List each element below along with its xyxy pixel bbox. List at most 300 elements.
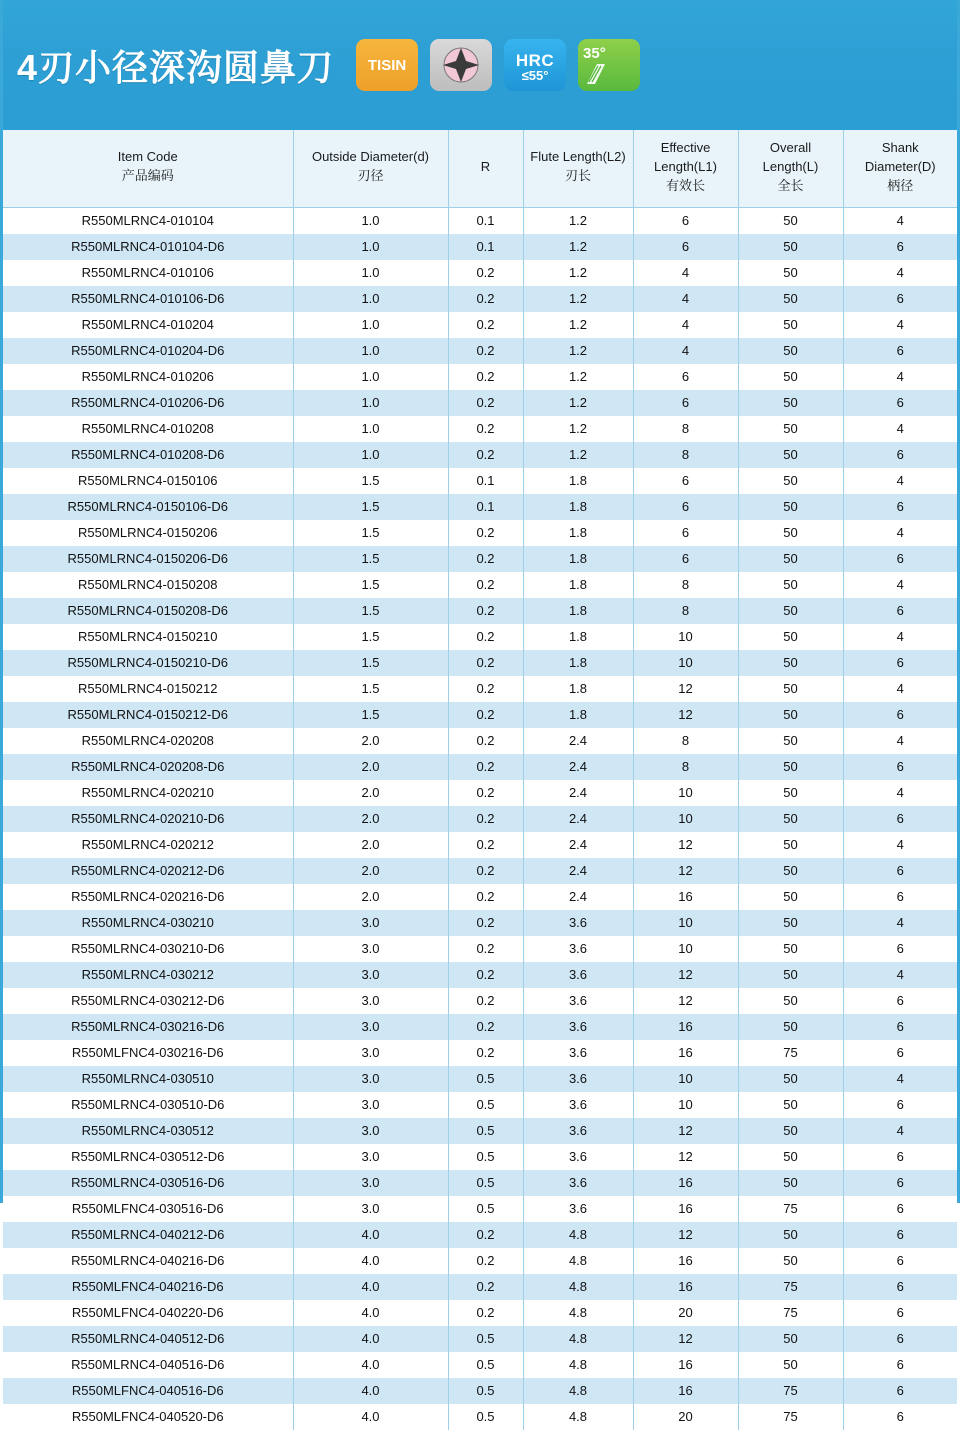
cell-r: 0.5 [448,1144,523,1170]
column-header-cn: 柄径 [887,177,914,193]
table-header [3,130,957,207]
cell-shank-diameter: 4 [843,520,957,546]
cell-effective-length: 16 [633,1274,738,1300]
cell-shank-diameter: 6 [843,988,957,1014]
cell-shank-diameter: 4 [843,728,957,754]
cell-flute-length: 2.4 [523,754,633,780]
cell-item-code: R550MLFNC4-030216-D6 [3,1040,293,1066]
cell-effective-length: 10 [633,650,738,676]
cell-r: 0.2 [448,442,523,468]
cell-outside-diameter: 3.0 [293,1066,448,1092]
cell-flute-length: 1.8 [523,676,633,702]
cell-flute-length: 3.6 [523,988,633,1014]
cell-effective-length: 6 [633,364,738,390]
cell-flute-length: 3.6 [523,1144,633,1170]
cell-overall-length: 50 [738,832,843,858]
table-row [3,832,957,858]
cell-item-code: R550MLRNC4-0150106-D6 [3,494,293,520]
cell-flute-length: 1.8 [523,650,633,676]
cell-item-code: R550MLRNC4-020210 [3,780,293,806]
table-row [3,234,957,260]
cell-effective-length: 10 [633,910,738,936]
table-row [3,260,957,286]
hardness-badge [504,39,566,91]
cell-outside-diameter: 2.0 [293,858,448,884]
cell-effective-length: 8 [633,442,738,468]
cell-outside-diameter: 1.0 [293,364,448,390]
cell-flute-length: 3.6 [523,1014,633,1040]
cell-outside-diameter: 1.0 [293,207,448,234]
cell-shank-diameter: 6 [843,1196,957,1222]
cell-outside-diameter: 3.0 [293,1144,448,1170]
cell-shank-diameter: 6 [843,442,957,468]
cell-outside-diameter: 1.5 [293,598,448,624]
table-row [3,1326,957,1352]
cell-overall-length: 50 [738,1014,843,1040]
cell-outside-diameter: 2.0 [293,754,448,780]
cell-r: 0.2 [448,416,523,442]
cell-item-code: R550MLRNC4-040512-D6 [3,1326,293,1352]
cell-outside-diameter: 1.5 [293,702,448,728]
cell-overall-length: 50 [738,910,843,936]
cell-overall-length: 50 [738,468,843,494]
table-row [3,806,957,832]
cell-r: 0.2 [448,1014,523,1040]
cell-r: 0.2 [448,676,523,702]
cell-overall-length: 50 [738,1144,843,1170]
cell-r: 0.2 [448,286,523,312]
cell-flute-length: 4.8 [523,1274,633,1300]
cell-r: 0.2 [448,884,523,910]
product-banner [3,0,957,130]
cell-item-code: R550MLRNC4-030516-D6 [3,1170,293,1196]
hardness-badge-bottom: ≤55° [521,67,549,83]
cell-flute-length: 1.8 [523,702,633,728]
cell-r: 0.2 [448,572,523,598]
cell-overall-length: 50 [738,806,843,832]
cell-flute-length: 3.6 [523,1170,633,1196]
table-row [3,364,957,390]
cell-effective-length: 6 [633,234,738,260]
cell-flute-length: 1.8 [523,468,633,494]
cell-flute-length: 1.2 [523,234,633,260]
cell-outside-diameter: 3.0 [293,1118,448,1144]
cell-outside-diameter: 1.5 [293,468,448,494]
cell-flute-length: 3.6 [523,1196,633,1222]
cell-shank-diameter: 6 [843,754,957,780]
cell-outside-diameter: 4.0 [293,1222,448,1248]
cell-effective-length: 4 [633,312,738,338]
table-row [3,390,957,416]
cell-effective-length: 12 [633,988,738,1014]
table-row [3,1300,957,1326]
table-row [3,494,957,520]
column-header-cn: 刃长 [564,168,591,184]
cell-shank-diameter: 6 [843,650,957,676]
cell-overall-length: 75 [738,1040,843,1066]
column-header-item-code [3,130,293,207]
table-row [3,702,957,728]
column-header-en: Item Code [117,149,178,165]
table-row [3,1378,957,1404]
cell-r: 0.2 [448,1300,523,1326]
cell-effective-length: 8 [633,728,738,754]
cell-outside-diameter: 3.0 [293,962,448,988]
column-header-en: Outside Diameter(d) [311,149,430,165]
cell-outside-diameter: 1.0 [293,312,448,338]
cell-overall-length: 50 [738,364,843,390]
cell-flute-length: 1.8 [523,598,633,624]
cell-overall-length: 75 [738,1274,843,1300]
cell-effective-length: 16 [633,1170,738,1196]
cell-r: 0.2 [448,260,523,286]
cell-flute-length: 4.8 [523,1378,633,1404]
cell-shank-diameter: 6 [843,1144,957,1170]
cell-item-code: R550MLRNC4-020216-D6 [3,884,293,910]
cell-flute-length: 3.6 [523,1092,633,1118]
cell-shank-diameter: 6 [843,1274,957,1300]
cell-flute-length: 3.6 [523,1118,633,1144]
cell-item-code: R550MLRNC4-0150212-D6 [3,702,293,728]
column-header-outside-diameter [293,130,448,207]
cell-outside-diameter: 3.0 [293,1014,448,1040]
column-header-cn: 有效长 [665,177,705,193]
cell-item-code: R550MLRNC4-010206 [3,364,293,390]
cell-overall-length: 50 [738,884,843,910]
table-row [3,338,957,364]
cell-item-code: R550MLRNC4-0150210-D6 [3,650,293,676]
cell-overall-length: 50 [738,1066,843,1092]
cell-overall-length: 75 [738,1300,843,1326]
cell-r: 0.2 [448,312,523,338]
cell-effective-length: 10 [633,624,738,650]
cell-shank-diameter: 6 [843,806,957,832]
cell-flute-length: 3.6 [523,936,633,962]
column-header-en: Effective Length(L1) [654,140,717,174]
cell-flute-length: 1.8 [523,572,633,598]
cell-item-code: R550MLRNC4-010106-D6 [3,286,293,312]
cell-shank-diameter: 6 [843,1170,957,1196]
cell-item-code: R550MLRNC4-010206-D6 [3,390,293,416]
cell-shank-diameter: 4 [843,312,957,338]
table-row [3,1118,957,1144]
cell-outside-diameter: 4.0 [293,1352,448,1378]
cell-flute-length: 1.2 [523,286,633,312]
cell-effective-length: 8 [633,416,738,442]
cell-flute-length: 1.2 [523,442,633,468]
cell-outside-diameter: 1.0 [293,442,448,468]
cell-effective-length: 12 [633,676,738,702]
table-body [3,207,957,1430]
cell-overall-length: 50 [738,1248,843,1274]
cell-effective-length: 4 [633,260,738,286]
cell-item-code: R550MLRNC4-020212-D6 [3,858,293,884]
cell-r: 0.2 [448,754,523,780]
cell-item-code: R550MLRNC4-020210-D6 [3,806,293,832]
cell-item-code: R550MLRNC4-010208 [3,416,293,442]
cell-item-code: R550MLRNC4-0150212 [3,676,293,702]
cell-item-code: R550MLRNC4-0150210 [3,624,293,650]
cell-outside-diameter: 2.0 [293,884,448,910]
cell-flute-length: 1.8 [523,494,633,520]
cell-item-code: R550MLRNC4-030216-D6 [3,1014,293,1040]
cell-flute-length: 3.6 [523,962,633,988]
cell-r: 0.5 [448,1326,523,1352]
table-row [3,780,957,806]
cell-item-code: R550MLRNC4-020212 [3,832,293,858]
cell-shank-diameter: 6 [843,1040,957,1066]
cell-item-code: R550MLRNC4-030512-D6 [3,1144,293,1170]
cell-outside-diameter: 3.0 [293,910,448,936]
cell-outside-diameter: 2.0 [293,780,448,806]
cell-item-code: R550MLRNC4-040516-D6 [3,1352,293,1378]
cell-flute-length: 1.2 [523,260,633,286]
cell-overall-length: 75 [738,1404,843,1430]
cell-outside-diameter: 4.0 [293,1274,448,1300]
cell-effective-length: 16 [633,1352,738,1378]
cell-item-code: R550MLRNC4-020208-D6 [3,754,293,780]
table-row [3,286,957,312]
cell-overall-length: 50 [738,234,843,260]
cell-item-code: R550MLRNC4-030510 [3,1066,293,1092]
table-row [3,468,957,494]
cell-shank-diameter: 6 [843,1248,957,1274]
cell-shank-diameter: 6 [843,338,957,364]
cell-overall-length: 50 [738,494,843,520]
cell-flute-length: 4.8 [523,1300,633,1326]
cell-flute-length: 1.2 [523,364,633,390]
cell-flute-length: 3.6 [523,1066,633,1092]
cell-outside-diameter: 3.0 [293,936,448,962]
cell-item-code: R550MLRNC4-010104-D6 [3,234,293,260]
cell-overall-length: 50 [738,207,843,234]
coating-badge [356,39,418,91]
cell-item-code: R550MLRNC4-0150106 [3,468,293,494]
table-row [3,1066,957,1092]
cell-outside-diameter: 1.5 [293,546,448,572]
cell-flute-length: 1.8 [523,546,633,572]
cell-outside-diameter: 1.0 [293,260,448,286]
cell-shank-diameter: 6 [843,1352,957,1378]
table-row [3,416,957,442]
cell-shank-diameter: 4 [843,364,957,390]
cell-overall-length: 50 [738,598,843,624]
cell-outside-diameter: 2.0 [293,832,448,858]
table-row [3,650,957,676]
column-header-cn: 刃径 [357,168,384,184]
cell-r: 0.5 [448,1092,523,1118]
cell-shank-diameter: 4 [843,416,957,442]
cell-outside-diameter: 4.0 [293,1404,448,1430]
cell-item-code: R550MLRNC4-0150206 [3,520,293,546]
cell-item-code: R550MLRNC4-030510-D6 [3,1092,293,1118]
cell-shank-diameter: 4 [843,676,957,702]
cell-r: 0.2 [448,598,523,624]
cell-r: 0.2 [448,962,523,988]
coating-badge-label: TISIN [367,56,407,74]
cell-overall-length: 50 [738,546,843,572]
cell-flute-length: 1.2 [523,416,633,442]
cell-item-code: R550MLFNC4-030516-D6 [3,1196,293,1222]
cell-r: 0.2 [448,1248,523,1274]
cell-flute-length: 1.8 [523,520,633,546]
cell-flute-length: 4.8 [523,1222,633,1248]
cell-flute-length: 3.6 [523,1040,633,1066]
cell-shank-diameter: 6 [843,1378,957,1404]
hardness-badge-top: HRC [515,50,555,70]
cell-outside-diameter: 1.0 [293,286,448,312]
cell-flute-length: 4.8 [523,1352,633,1378]
cell-effective-length: 12 [633,962,738,988]
cell-item-code: R550MLRNC4-030212-D6 [3,988,293,1014]
cell-item-code: R550MLFNC4-040520-D6 [3,1404,293,1430]
cell-effective-length: 20 [633,1300,738,1326]
table-row [3,1144,957,1170]
cell-effective-length: 10 [633,1066,738,1092]
cell-overall-length: 50 [738,702,843,728]
cell-effective-length: 12 [633,858,738,884]
cell-outside-diameter: 3.0 [293,1196,448,1222]
cell-outside-diameter: 4.0 [293,1300,448,1326]
table-row [3,520,957,546]
cell-item-code: R550MLRNC4-030512 [3,1118,293,1144]
cell-effective-length: 16 [633,1196,738,1222]
cell-shank-diameter: 6 [843,598,957,624]
cell-flute-length: 2.4 [523,832,633,858]
cell-item-code: R550MLRNC4-040216-D6 [3,1248,293,1274]
cell-outside-diameter: 1.0 [293,234,448,260]
cell-r: 0.2 [448,364,523,390]
cell-overall-length: 50 [738,936,843,962]
cell-overall-length: 50 [738,286,843,312]
cell-overall-length: 50 [738,1326,843,1352]
cell-r: 0.2 [448,702,523,728]
cell-r: 0.2 [448,780,523,806]
cell-overall-length: 50 [738,1222,843,1248]
cell-item-code: R550MLRNC4-010204-D6 [3,338,293,364]
cell-effective-length: 16 [633,1040,738,1066]
cell-item-code: R550MLRNC4-030210-D6 [3,936,293,962]
cell-effective-length: 4 [633,338,738,364]
cell-shank-diameter: 4 [843,962,957,988]
cell-item-code: R550MLFNC4-040516-D6 [3,1378,293,1404]
helix-angle-icon [583,63,609,85]
table-row [3,1352,957,1378]
cell-r: 0.1 [448,234,523,260]
cell-shank-diameter: 6 [843,1326,957,1352]
cell-outside-diameter: 2.0 [293,806,448,832]
cell-effective-length: 12 [633,1222,738,1248]
cell-r: 0.2 [448,806,523,832]
cell-shank-diameter: 6 [843,546,957,572]
cell-shank-diameter: 6 [843,1092,957,1118]
cell-shank-diameter: 6 [843,1404,957,1430]
cell-overall-length: 50 [738,442,843,468]
cell-outside-diameter: 2.0 [293,728,448,754]
cell-flute-length: 4.8 [523,1326,633,1352]
cell-overall-length: 50 [738,988,843,1014]
cell-r: 0.2 [448,338,523,364]
cell-flute-length: 1.2 [523,207,633,234]
cell-effective-length: 10 [633,806,738,832]
cell-outside-diameter: 1.5 [293,494,448,520]
cell-overall-length: 50 [738,260,843,286]
cell-overall-length: 50 [738,962,843,988]
table-row [3,598,957,624]
cell-item-code: R550MLRNC4-0150206-D6 [3,546,293,572]
cell-shank-diameter: 6 [843,494,957,520]
cell-item-code: R550MLRNC4-010104 [3,207,293,234]
table-row [3,988,957,1014]
cell-item-code: R550MLFNC4-040216-D6 [3,1274,293,1300]
cell-overall-length: 75 [738,1196,843,1222]
cell-shank-diameter: 6 [843,1014,957,1040]
cell-effective-length: 20 [633,1404,738,1430]
cell-outside-diameter: 1.5 [293,624,448,650]
table-row [3,546,957,572]
table-row [3,1014,957,1040]
cell-overall-length: 50 [738,624,843,650]
cell-r: 0.2 [448,520,523,546]
cell-effective-length: 12 [633,1118,738,1144]
cell-r: 0.2 [448,936,523,962]
cell-flute-length: 3.6 [523,910,633,936]
cell-effective-length: 6 [633,494,738,520]
cell-flute-length: 2.4 [523,728,633,754]
cell-overall-length: 50 [738,1118,843,1144]
cell-flute-length: 2.4 [523,884,633,910]
table-row [3,1040,957,1066]
specification-table [3,130,957,1430]
cell-shank-diameter: 4 [843,624,957,650]
cell-flute-length: 1.2 [523,390,633,416]
cell-shank-diameter: 6 [843,936,957,962]
cell-outside-diameter: 4.0 [293,1378,448,1404]
cell-item-code: R550MLRNC4-030212 [3,962,293,988]
cell-overall-length: 50 [738,312,843,338]
cell-shank-diameter: 4 [843,1066,957,1092]
table-row [3,624,957,650]
cell-outside-diameter: 1.5 [293,572,448,598]
cell-overall-length: 50 [738,858,843,884]
cell-effective-length: 16 [633,1378,738,1404]
cell-r: 0.1 [448,207,523,234]
cell-effective-length: 12 [633,702,738,728]
cell-item-code: R550MLRNC4-010208-D6 [3,442,293,468]
cell-effective-length: 6 [633,468,738,494]
cell-item-code: R550MLRNC4-040212-D6 [3,1222,293,1248]
cell-item-code: R550MLRNC4-010204 [3,312,293,338]
cell-shank-diameter: 6 [843,286,957,312]
cell-shank-diameter: 4 [843,910,957,936]
badge-group [356,39,640,91]
helix-angle-badge [578,39,640,91]
table-row [3,1404,957,1430]
table-row [3,858,957,884]
cell-r: 0.2 [448,1274,523,1300]
cell-r: 0.2 [448,624,523,650]
table-row [3,1092,957,1118]
cell-outside-diameter: 1.5 [293,650,448,676]
table-row [3,312,957,338]
cell-overall-length: 50 [738,1352,843,1378]
table-row [3,728,957,754]
cell-effective-length: 12 [633,1326,738,1352]
column-header-overall-length [738,130,843,207]
table-row [3,910,957,936]
cell-flute-length: 2.4 [523,780,633,806]
cell-shank-diameter: 4 [843,832,957,858]
